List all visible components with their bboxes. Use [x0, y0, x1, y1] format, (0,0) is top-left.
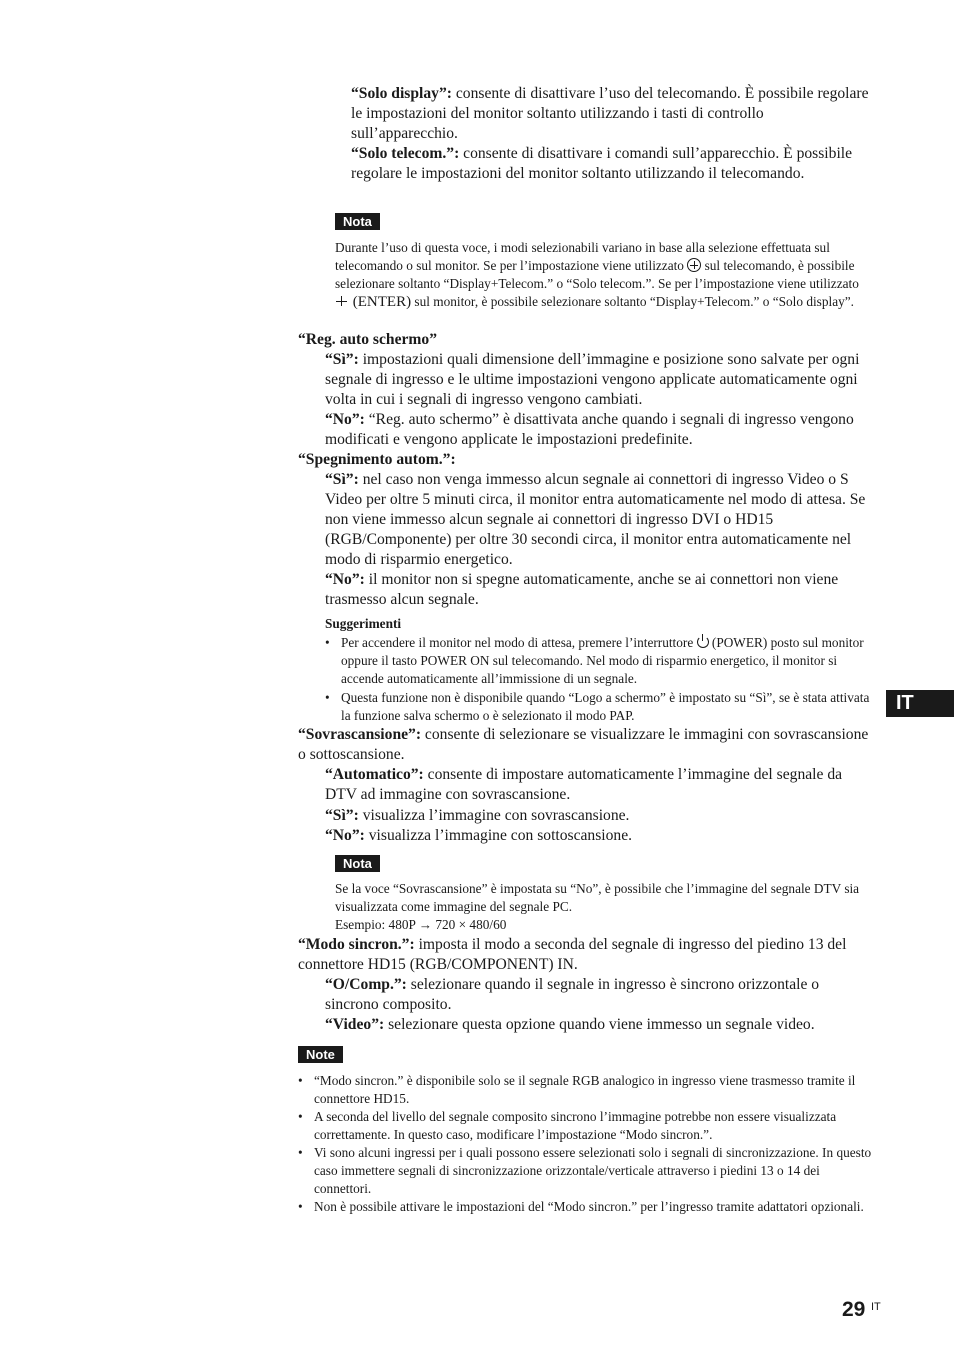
list-item: • Non è possibile attivare le impostazioni del “Modo sincron.” per l’ingresso tramite adattatori opzionali. — [298, 1198, 872, 1216]
power-icon — [697, 636, 709, 648]
modo-sincron-video — [325, 1015, 871, 1035]
tip2: Questa funzione non è disponibile quando “Logo a schermo” è impostato su “Sì”, se è stata attivata la funzione salva schermo o è selezionato il modo PAP. — [341, 690, 870, 723]
reg-auto-no-label: “No”: — [325, 411, 365, 428]
note-list — [298, 1072, 872, 1216]
plus-circle-icon — [687, 258, 701, 272]
reg-auto-no-text: “Reg. auto schermo” è disattivata anche quando i segnali di ingresso vengono modificati e vengono applicate le impostazioni predefinite. — [325, 411, 854, 448]
solo-telecom-text: consente di disattivare i comandi sull’apparecchio. È possibile regolare le impostazioni del monitor soltanto utilizzando il telecomando. — [351, 145, 853, 182]
suggerimenti-list — [325, 634, 871, 725]
list-item — [325, 689, 871, 725]
sovrascansione-paragraph — [298, 725, 871, 765]
reg-auto-si-text: impostazioni quali dimensione dell’immagine e posizione sono salvate per ogni segnale di ingresso e le ultime impostazioni vengono applicate automaticamente ogni volta in cui i segnali di ingresso vengono cambiati. — [325, 351, 860, 408]
tip1-b: (POWER) posto sul monitor oppure il tasto POWER ON sul telecomando. Nel modo di risparmio energetico, il monitor si accende automaticamente all’immissione di un segnale. — [341, 635, 864, 686]
list-item: • Vi sono alcuni ingressi per i quali possono essere selezionati solo i segnali di sincronizzazione. In questo caso immettere segnali di sincronizzazione orizzontale/verticale attraverso i piedini 13 o 14 dei connettori. — [298, 1144, 872, 1198]
modo-sincron-text: imposta il modo a seconda del segnale di ingresso del piedino 13 del connettore HD15 (RGB/COMPONENT) IN. — [298, 936, 847, 973]
note-badge: Note — [298, 1046, 343, 1063]
solo-display-label: “Solo display”: — [351, 85, 452, 102]
nota2-text: Se la voce “Sovrascansione” è impostata su “No”, è possibile che l’immagine del segnale DTV sia visualizzata come immagine del segnale PC. — [335, 881, 860, 914]
video-text: selezionare questa opzione quando viene immesso un segnale video. — [384, 1016, 815, 1033]
nota1-part2: sul telecomando, è possibile selezionare soltanto “Display+Telecom.” o “Solo telecom.”. Se per l’impostazione viene utilizzato — [335, 258, 859, 291]
solo-display-paragraph — [351, 84, 871, 144]
page-number: 29 — [842, 1298, 866, 1321]
video-label: “Video”: — [325, 1016, 385, 1033]
ocomp-label: “O/Comp.”: — [325, 976, 407, 993]
sovrascansione-si-label: “Sì”: — [325, 807, 359, 824]
reg-auto-si — [325, 350, 871, 410]
spegnimento-si-text: nel caso non venga immesso alcun segnale ai connettori di ingresso Video o S Video per oltre 5 minuti circa, il monitor entra automaticamente nel modo di attesa. Se non viene immesso alcun segnale ai connettori di ingresso DVI o HD15 (RGB/Componente) per oltre 30 secondi circa, il monitor entra automaticamente nel modo di risparmio energetico. — [325, 471, 866, 568]
sovrascansione-no-label: “No”: — [325, 827, 365, 844]
spegnimento-no-text: il monitor non si spegne automaticamente, anche se ai connettori non viene trasmesso alcun segnale. — [325, 571, 839, 608]
spegnimento-no-label: “No”: — [325, 571, 365, 588]
spegnimento-no — [325, 570, 871, 610]
sovrascansione-auto — [325, 765, 871, 805]
enter-cross-icon — [335, 294, 349, 308]
sovrascansione-text: consente di selezionare se visualizzare le immagini con sovrascansione o sottoscansione. — [298, 726, 869, 763]
solo-display-text: consente di disattivare l’uso del telecomando. È possibile regolare le impostazioni del monitor soltanto utilizzando i tasti di controllo sull’apparecchio. — [351, 85, 869, 142]
list-item — [325, 634, 871, 688]
solo-telecom-paragraph — [351, 144, 871, 184]
language-tab: IT — [886, 690, 954, 717]
sovrascansione-no — [325, 826, 871, 846]
spegnimento-si — [325, 470, 871, 570]
spegnimento-heading: “Spegnimento autom.”: — [298, 451, 456, 468]
nota-text-2 — [335, 880, 872, 934]
sovrascansione-auto-text: consente di impostare automaticamente l’immagine del segnale da DTV ad immagine con sovrascansione. — [325, 766, 843, 803]
nota-text-1 — [335, 239, 872, 311]
modo-sincron-label: “Modo sincron.”: — [298, 936, 415, 953]
modo-sincron-ocomp — [325, 975, 871, 1015]
solo-telecom-label: “Solo telecom.”: — [351, 145, 460, 162]
nota1-enter: (ENTER) — [349, 294, 412, 310]
reg-auto-si-label: “Sì”: — [325, 351, 359, 368]
nota-badge-2: Nota — [335, 855, 380, 872]
sovrascansione-no-text: visualizza l’immagine con sottoscansione. — [364, 827, 633, 844]
sovrascansione-label: “Sovrascansione”: — [298, 726, 422, 743]
spegnimento-si-label: “Sì”: — [325, 471, 359, 488]
nota1-part3: sul monitor, è possibile selezionare soltanto “Display+Telecom.” o “Solo display”. — [411, 294, 854, 309]
page-number-suffix: IT — [871, 1301, 881, 1313]
reg-auto-heading: “Reg. auto schermo” — [298, 331, 438, 348]
nota-badge-1: Nota — [335, 213, 380, 230]
tip1-a: Per accendere il monitor nel modo di attesa, premere l’interruttore — [341, 635, 697, 650]
sovrascansione-si — [325, 806, 871, 826]
modo-sincron-paragraph — [298, 935, 871, 975]
reg-auto-no — [325, 410, 871, 450]
sovrascansione-si-text: visualizza l’immagine con sovrascansione. — [358, 807, 630, 824]
suggerimenti-heading: Suggerimenti — [325, 616, 402, 631]
ocomp-text: selezionare quando il segnale in ingresso è sincrono orizzontale o sincrono composito. — [325, 976, 820, 1013]
nota1-part1: Durante l’uso di questa voce, i modi selezionabili variano in base alla selezione effettuata sul telecomando o sul monitor. Se per l’impostazione viene utilizzato — [335, 240, 830, 273]
nota2-example: Esempio: 480P → 720 × 480/60 — [335, 917, 507, 932]
list-item: • A seconda del livello del segnale composito sincrono l’immagine potrebbe non essere visualizzata correttamente. In questo caso, modificare l’impostazione “Modo sincron.”. — [298, 1108, 872, 1144]
sovrascansione-auto-label: “Automatico”: — [325, 766, 424, 783]
list-item: • “Modo sincron.” è disponibile solo se il segnale RGB analogico in ingresso viene trasmesso tramite il connettore HD15. — [298, 1072, 872, 1108]
